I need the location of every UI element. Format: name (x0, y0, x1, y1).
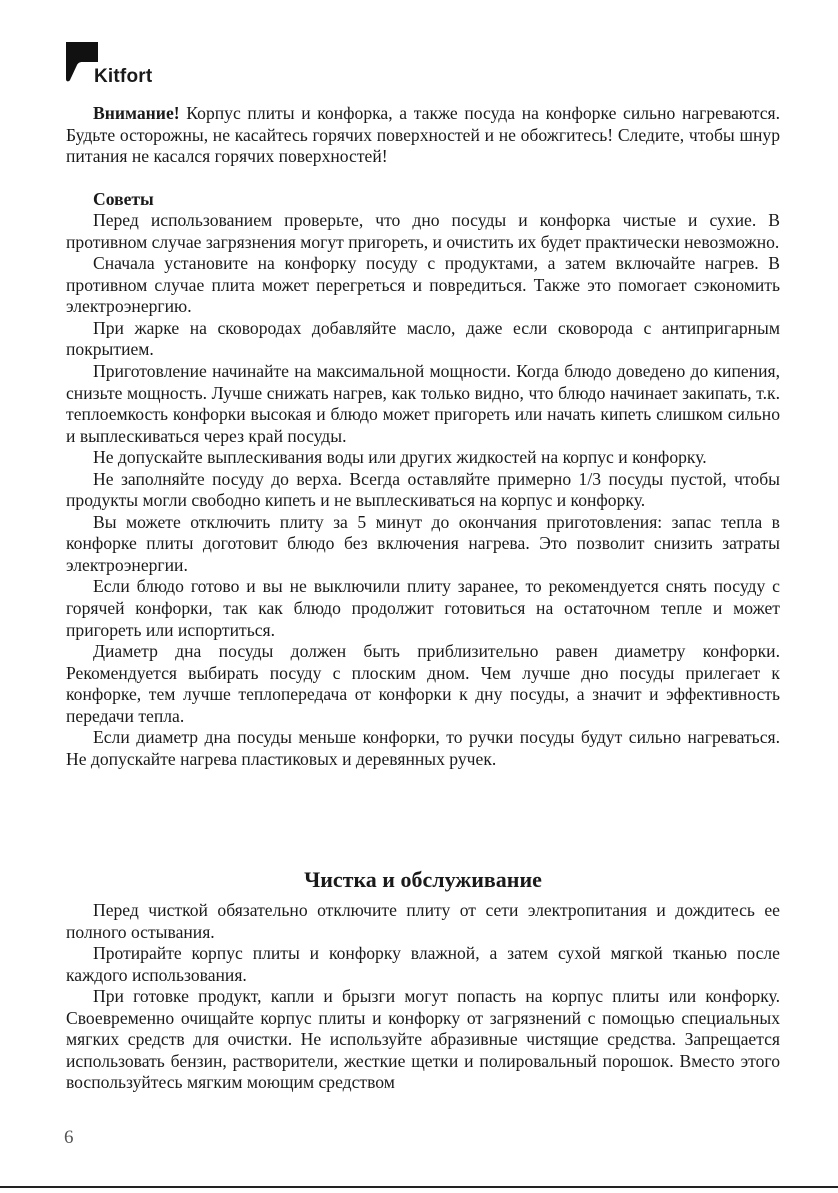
cleaning-paragraph: Перед чисткой обязательно отключите плиту от сети электропитания и дождитесь ее полного остывания. (66, 900, 780, 942)
page-number: 6 (64, 1127, 74, 1148)
bottom-divider (0, 1186, 838, 1188)
tip-paragraph: Приготовление начинайте на максимальной мощности. Когда блюдо доведено до кипения, снизьте мощность. Лучше снижать нагрев, как только видно, что блюдо начинает закипать, т.к. теплоемкость конфорки высокая и блюдо может пригореть или начать кипеть слишком сильно и выплескиваться через край посуды. (66, 361, 780, 446)
tip-paragraph: Если диаметр дна посуды меньше конфорки, то ручки посуды будут сильно нагреваться. Не допускайте нагрева пластиковых и деревянных ручек. (66, 727, 780, 769)
tips-heading: Советы (93, 188, 154, 209)
warning-text: Корпус плиты и конфорка, а также посуда на конфорке сильно нагреваются. Будьте осторожны, не касайтесь горячих поверхностей и не обожгитесь! Следите, чтобы шнур питания не касался горячих поверхностей! (66, 103, 780, 167)
tips-section (66, 103, 780, 770)
tip-paragraph: Перед использованием проверьте, что дно посуды и конфорка чистые и сухие. В противном случае загрязнения могут пригореть, и очистить их будет практически невозможно. (66, 210, 780, 252)
cleaning-paragraph: Протирайте корпус плиты и конфорку влажной, а затем сухой мягкой тканью после каждого использования. (66, 943, 780, 985)
cleaning-section (66, 900, 780, 1094)
tip-paragraph: Вы можете отключить плиту за 5 минут до окончания приготовления: запас тепла в конфорке плиты доготовит блюдо без включения нагрева. Это позволит снизить затраты электроэнергии. (66, 511, 780, 575)
warning-label: Внимание! (93, 103, 180, 123)
brand-name: Kitfort (94, 66, 153, 87)
tip-paragraph: При жарке на сковородах добавляйте масло, даже если сковорода с антипригарным покрытием. (66, 317, 780, 360)
tip-paragraph: Если блюдо готово и вы не выключили плиту заранее, то рекомендуется снять посуду с горячей конфорки, так как блюдо продолжит готовиться на остаточном тепле и может пригореть или испортиться. (66, 576, 780, 640)
brand-logo (64, 40, 204, 90)
warning-paragraph (66, 103, 780, 168)
cleaning-section-title: Чистка и обслуживание (304, 867, 542, 893)
tip-paragraph: Сначала установите на конфорку посуду с продуктами, а затем включайте нагрев. В противном случае плита может перегреться и повредиться. Также это помогает сэкономить электроэнергию. (66, 253, 780, 317)
cleaning-paragraph: При готовке продукт, капли и брызги могут попасть на корпус плиты или конфорку. Своевременно очищайте корпус плиты и конфорку от загрязнений с помощью специальных мягких средств для очистки. Не используйте абразивные чистящие средства. Запрещается использовать бензин, растворители, жесткие щетки и полировальный порошок. Вместо этого воспользуйтесь мягким моющим средством (66, 986, 780, 1093)
tip-paragraph: Диаметр дна посуды должен быть приблизительно равен диаметру конфорки. Рекомендуется выбирать посуду с плоским дном. Чем лучше дно посуды прилегает к конфорке, тем лучше теплопередача от конфорки к дну посуды, а значит и эффективность передачи тепла. (66, 641, 780, 726)
tip-paragraph: Не заполняйте посуду до верха. Всегда оставляйте примерно 1/3 посуды пустой, чтобы продукты могли свободно кипеть и не выплескиваться на корпус и конфорку. (66, 468, 780, 511)
tip-paragraph: Не допускайте выплескивания воды или других жидкостей на корпус и конфорку. (93, 447, 707, 468)
